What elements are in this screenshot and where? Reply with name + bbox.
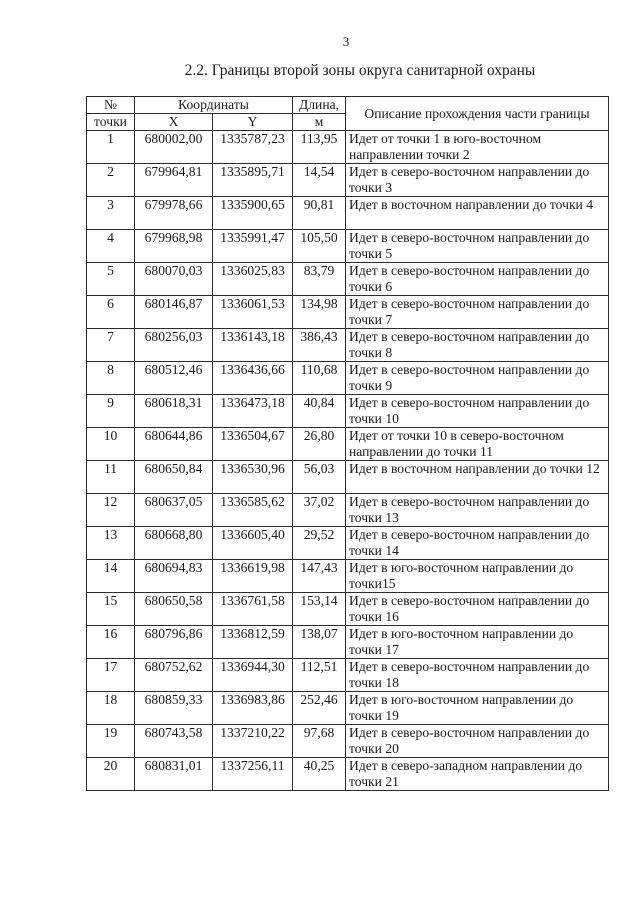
table-row bbox=[87, 329, 609, 362]
point-number: 17 bbox=[87, 659, 135, 692]
coordinate-x: 680668,80 bbox=[135, 527, 213, 560]
segment-length: 26,80 bbox=[293, 428, 346, 461]
segment-description: Идет в северо-восточном направлении до точки 8 bbox=[346, 329, 609, 362]
coordinate-x: 679978,66 bbox=[135, 197, 213, 230]
coordinate-x: 680743,58 bbox=[135, 725, 213, 758]
segment-description: Идет в юго-восточном направлении до точки 17 bbox=[346, 626, 609, 659]
coordinate-y: 1337210,22 bbox=[213, 725, 293, 758]
coordinate-x: 680694,83 bbox=[135, 560, 213, 593]
segment-description: Идет от точки 10 в северо-восточном направлении до точки 11 bbox=[346, 428, 609, 461]
segment-description: Идет в северо-восточном направлении до точки 6 bbox=[346, 263, 609, 296]
coordinate-x: 680512,46 bbox=[135, 362, 213, 395]
coordinate-x: 680637,05 bbox=[135, 494, 213, 527]
table-row bbox=[87, 395, 609, 428]
segment-length: 112,51 bbox=[293, 659, 346, 692]
point-number: 7 bbox=[87, 329, 135, 362]
segment-length: 134,98 bbox=[293, 296, 346, 329]
segment-description: Идет от точки 1 в юго-восточном направлении точки 2 bbox=[346, 131, 609, 164]
segment-description: Идет в юго-восточном направлении до точки 19 bbox=[346, 692, 609, 725]
point-number: 18 bbox=[87, 692, 135, 725]
coordinate-y: 1337256,11 bbox=[213, 758, 293, 791]
coordinate-x: 680650,84 bbox=[135, 461, 213, 494]
coordinate-y: 1336983,86 bbox=[213, 692, 293, 725]
coordinate-x: 679968,98 bbox=[135, 230, 213, 263]
header-length-bottom: м bbox=[293, 114, 346, 131]
coordinate-y: 1335900,65 bbox=[213, 197, 293, 230]
table-row bbox=[87, 230, 609, 263]
segment-length: 14,54 bbox=[293, 164, 346, 197]
coordinate-y: 1336025,83 bbox=[213, 263, 293, 296]
segment-length: 110,68 bbox=[293, 362, 346, 395]
coordinate-y: 1336619,98 bbox=[213, 560, 293, 593]
coordinate-y: 1336812,59 bbox=[213, 626, 293, 659]
coordinate-x: 679964,81 bbox=[135, 164, 213, 197]
segment-length: 138,07 bbox=[293, 626, 346, 659]
point-number: 20 bbox=[87, 758, 135, 791]
segment-length: 113,95 bbox=[293, 131, 346, 164]
point-number: 3 bbox=[87, 197, 135, 230]
coordinate-y: 1336585,62 bbox=[213, 494, 293, 527]
coordinate-y: 1336605,40 bbox=[213, 527, 293, 560]
coordinate-x: 680831,01 bbox=[135, 758, 213, 791]
coordinate-y: 1335895,71 bbox=[213, 164, 293, 197]
table-row bbox=[87, 494, 609, 527]
coordinate-y: 1336530,96 bbox=[213, 461, 293, 494]
segment-length: 105,50 bbox=[293, 230, 346, 263]
table-row bbox=[87, 296, 609, 329]
coordinate-y: 1335991,47 bbox=[213, 230, 293, 263]
segment-length: 56,03 bbox=[293, 461, 346, 494]
segment-description: Идет в северо-восточном направлении до точки 7 bbox=[346, 296, 609, 329]
table-body bbox=[87, 131, 609, 791]
table-row bbox=[87, 626, 609, 659]
coordinate-y: 1336436,66 bbox=[213, 362, 293, 395]
point-number: 4 bbox=[87, 230, 135, 263]
table-row bbox=[87, 725, 609, 758]
header-x: X bbox=[135, 114, 213, 131]
coordinate-y: 1336504,67 bbox=[213, 428, 293, 461]
header-num-bottom: точки bbox=[87, 114, 135, 131]
segment-description: Идет в северо-восточном направлении до точки 13 bbox=[346, 494, 609, 527]
point-number: 10 bbox=[87, 428, 135, 461]
coordinate-y: 1335787,23 bbox=[213, 131, 293, 164]
boundary-coordinates-table bbox=[86, 96, 609, 791]
table-row bbox=[87, 131, 609, 164]
table-row bbox=[87, 197, 609, 230]
page-number: 3 bbox=[342, 34, 350, 49]
table-row bbox=[87, 164, 609, 197]
point-number: 11 bbox=[87, 461, 135, 494]
table-row bbox=[87, 560, 609, 593]
coordinate-y: 1336061,53 bbox=[213, 296, 293, 329]
segment-length: 252,46 bbox=[293, 692, 346, 725]
point-number: 9 bbox=[87, 395, 135, 428]
coordinate-x: 680256,03 bbox=[135, 329, 213, 362]
segment-length: 90,81 bbox=[293, 197, 346, 230]
coordinate-y: 1336761,58 bbox=[213, 593, 293, 626]
segment-description: Идет в северо-восточном направлении до точки 10 bbox=[346, 395, 609, 428]
coordinate-y: 1336473,18 bbox=[213, 395, 293, 428]
segment-length: 97,68 bbox=[293, 725, 346, 758]
coordinate-x: 680618,31 bbox=[135, 395, 213, 428]
segment-description: Идет в северо-восточном направлении до точки 14 bbox=[346, 527, 609, 560]
coordinate-y: 1336944,30 bbox=[213, 659, 293, 692]
table-row bbox=[87, 593, 609, 626]
coordinate-x: 680070,03 bbox=[135, 263, 213, 296]
header-num-top: № bbox=[87, 97, 135, 114]
segment-length: 29,52 bbox=[293, 527, 346, 560]
point-number: 15 bbox=[87, 593, 135, 626]
coordinate-x: 680644,86 bbox=[135, 428, 213, 461]
point-number: 6 bbox=[87, 296, 135, 329]
segment-description: Идет в северо-восточном направлении до точки 18 bbox=[346, 659, 609, 692]
header-length-top: Длина, bbox=[293, 97, 346, 114]
section-title: 2.2. Границы второй зоны округа санитарной охраны bbox=[184, 62, 536, 79]
table-row bbox=[87, 263, 609, 296]
table-row bbox=[87, 461, 609, 494]
segment-length: 147,43 bbox=[293, 560, 346, 593]
table-row bbox=[87, 362, 609, 395]
table-row bbox=[87, 758, 609, 791]
point-number: 14 bbox=[87, 560, 135, 593]
table-row bbox=[87, 428, 609, 461]
coordinate-x: 680752,62 bbox=[135, 659, 213, 692]
table-row bbox=[87, 692, 609, 725]
coordinate-x: 680002,00 bbox=[135, 131, 213, 164]
segment-length: 37,02 bbox=[293, 494, 346, 527]
point-number: 12 bbox=[87, 494, 135, 527]
segment-description: Идет в северо-восточном направлении до точки 20 bbox=[346, 725, 609, 758]
coordinate-x: 680146,87 bbox=[135, 296, 213, 329]
segment-description: Идет в северо-восточном направлении до точки 3 bbox=[346, 164, 609, 197]
segment-description: Идет в северо-восточном направлении до точки 5 bbox=[346, 230, 609, 263]
coordinate-x: 680859,33 bbox=[135, 692, 213, 725]
point-number: 1 bbox=[87, 131, 135, 164]
header-description: Описание прохождения части границы bbox=[346, 97, 609, 131]
segment-description: Идет в северо-западном направлении до точки 21 bbox=[346, 758, 609, 791]
coordinate-x: 680650,58 bbox=[135, 593, 213, 626]
table-row bbox=[87, 527, 609, 560]
segment-length: 153,14 bbox=[293, 593, 346, 626]
coordinate-x: 680796,86 bbox=[135, 626, 213, 659]
point-number: 8 bbox=[87, 362, 135, 395]
segment-length: 83,79 bbox=[293, 263, 346, 296]
segment-length: 40,84 bbox=[293, 395, 346, 428]
point-number: 16 bbox=[87, 626, 135, 659]
table-row bbox=[87, 659, 609, 692]
table-header-row bbox=[87, 97, 609, 114]
point-number: 5 bbox=[87, 263, 135, 296]
header-y: Y bbox=[213, 114, 293, 131]
point-number: 13 bbox=[87, 527, 135, 560]
segment-description: Идет в юго-восточном направлении до точки15 bbox=[346, 560, 609, 593]
segment-description: Идет в восточном направлении до точки 12 bbox=[346, 461, 609, 494]
segment-length: 386,43 bbox=[293, 329, 346, 362]
segment-length: 40,25 bbox=[293, 758, 346, 791]
segment-description: Идет в северо-восточном направлении до точки 9 bbox=[346, 362, 609, 395]
segment-description: Идет в северо-восточном направлении до точки 16 bbox=[346, 593, 609, 626]
point-number: 19 bbox=[87, 725, 135, 758]
header-coordinates: Координаты bbox=[135, 97, 293, 114]
coordinate-y: 1336143,18 bbox=[213, 329, 293, 362]
segment-description: Идет в восточном направлении до точки 4 bbox=[346, 197, 609, 230]
point-number: 2 bbox=[87, 164, 135, 197]
